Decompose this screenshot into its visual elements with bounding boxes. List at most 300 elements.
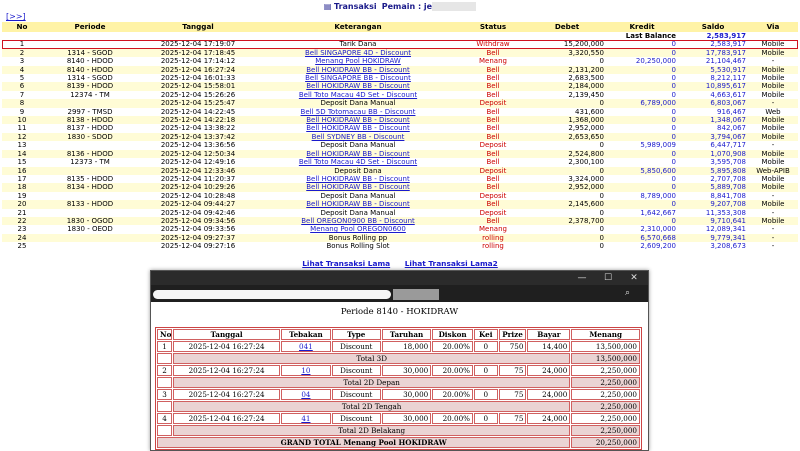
- row-debet: 2,300,100: [528, 158, 606, 166]
- row-keterangan-link[interactable]: Bell HOKIDRAW BB - Discount: [306, 200, 410, 209]
- row-periode: 8140 - HDOD: [42, 57, 138, 65]
- row-keterangan-link[interactable]: Bell HOKIDRAW BB - Discount: [306, 116, 410, 125]
- transaction-row: [2, 74, 798, 82]
- row-kredit: 20,250,000: [606, 57, 678, 65]
- bet-col-header: Diskon: [432, 329, 473, 340]
- row-periode: 8134 - HDOD: [42, 183, 138, 191]
- row-kredit: 2,609,200: [606, 242, 678, 250]
- col-header: Saldo: [678, 22, 748, 32]
- row-keterangan-link[interactable]: Bell SINGAPORE BB - Discount: [305, 74, 411, 83]
- row-status: Bell: [458, 200, 528, 208]
- row-debet: 0: [528, 141, 606, 149]
- transaction-row: [2, 82, 798, 90]
- row-via: Mobile: [748, 49, 798, 57]
- row-periode: 8138 - HDOD: [42, 116, 138, 124]
- bet-tebakan-link[interactable]: 04: [301, 390, 311, 399]
- row-keterangan: Deposit Dana Manual: [258, 209, 458, 217]
- bet-no: 2: [157, 365, 172, 376]
- transaction-row: [2, 167, 798, 175]
- secondary-bar: [151, 287, 648, 302]
- row-status: Menang: [458, 57, 528, 65]
- row-periode: 1830 - OEOD: [42, 225, 138, 233]
- row-kredit: 6,789,000: [606, 99, 678, 107]
- row-kredit: 0: [606, 175, 678, 183]
- row-status: Bell: [458, 217, 528, 225]
- bet-total-value: 2,250,000: [571, 401, 640, 412]
- row-tanggal: 2025-12-04 17:18:45: [138, 49, 258, 57]
- row-kredit: 0: [606, 82, 678, 90]
- row-kredit: 0: [606, 40, 678, 48]
- row-via: Mobile: [748, 150, 798, 158]
- row-status: Bell: [458, 91, 528, 99]
- bet-col-header: Tebakan: [281, 329, 330, 340]
- row-status: Bell: [458, 158, 528, 166]
- player-label: Pemain : je: [381, 2, 433, 11]
- bet-row: [157, 341, 640, 352]
- row-keterangan: [258, 82, 458, 90]
- old-transactions-links: [0, 259, 800, 268]
- bet-total-blank: [157, 353, 172, 364]
- transaction-table: [2, 22, 798, 251]
- row-status: Deposit: [458, 192, 528, 200]
- bet-tanggal: 2025-12-04 16:27:24: [173, 341, 280, 352]
- row-tanggal: 2025-12-04 10:28:48: [138, 192, 258, 200]
- row-via: Mobile: [748, 133, 798, 141]
- row-tanggal: 2025-12-04 12:49:16: [138, 158, 258, 166]
- col-header: Tanggal: [138, 22, 258, 32]
- transaction-row: [2, 66, 798, 74]
- row-kredit: 6,570,668: [606, 234, 678, 242]
- last-balance-value: 2,583,917: [678, 32, 748, 40]
- transaction-row: [2, 209, 798, 217]
- bet-tebakan: [281, 389, 330, 400]
- bet-bayar: 24,000: [527, 365, 570, 376]
- row-saldo: 17,783,917: [678, 49, 748, 57]
- bet-kei: 0: [474, 413, 498, 424]
- row-keterangan: [258, 158, 458, 166]
- row-keterangan-link[interactable]: Bell OREGON0900 BB - Discount: [301, 216, 415, 225]
- row-keterangan-link[interactable]: Bell Toto Macau 4D Set - Discount: [298, 90, 418, 99]
- row-saldo: 9,207,708: [678, 200, 748, 208]
- bet-tebakan: [281, 341, 330, 352]
- bet-detail-table: [155, 327, 642, 450]
- row-tanggal: 2025-12-04 11:20:37: [138, 175, 258, 183]
- row-periode: 12374 - TM: [42, 91, 138, 99]
- row-no: 13: [2, 141, 42, 149]
- row-status: Bell: [458, 133, 528, 141]
- bet-kei: 0: [474, 389, 498, 400]
- bet-total-value: 2,250,000: [571, 425, 640, 436]
- row-status: Deposit: [458, 209, 528, 217]
- row-saldo: 12,089,341: [678, 225, 748, 233]
- row-no: 16: [2, 167, 42, 175]
- row-kredit: 0: [606, 217, 678, 225]
- bet-tebakan-link[interactable]: 41: [301, 414, 311, 423]
- row-via: Mobile: [748, 175, 798, 183]
- col-header: Via: [748, 22, 798, 32]
- row-periode: [42, 209, 138, 217]
- row-via: Mobile: [748, 217, 798, 225]
- row-kredit: 0: [606, 66, 678, 74]
- minimize-button[interactable]: —: [577, 273, 587, 283]
- row-debet: 3,320,550: [528, 49, 606, 57]
- row-kredit: 0: [606, 183, 678, 191]
- row-debet: 1,368,000: [528, 116, 606, 124]
- row-debet: 0: [528, 192, 606, 200]
- bet-total-value: 2,250,000: [571, 377, 640, 388]
- bet-menang: 2,250,000: [571, 365, 640, 376]
- row-saldo: 2,707,708: [678, 175, 748, 183]
- row-keterangan: [258, 124, 458, 132]
- bet-total-label: Total 2D Tengah: [173, 401, 570, 412]
- bet-col-header: Menang: [571, 329, 640, 340]
- row-debet: 0: [528, 225, 606, 233]
- row-keterangan: [258, 74, 458, 82]
- col-header: No: [2, 22, 42, 32]
- zoom-icon[interactable]: ⌕: [625, 288, 631, 298]
- row-debet: 2,378,700: [528, 217, 606, 225]
- row-tanggal: 2025-12-04 14:22:18: [138, 116, 258, 124]
- row-saldo: 842,067: [678, 124, 748, 132]
- row-keterangan: [258, 183, 458, 191]
- row-status: Bell: [458, 82, 528, 90]
- bet-no: 3: [157, 389, 172, 400]
- row-debet: 2,139,450: [528, 91, 606, 99]
- row-tanggal: 2025-12-04 15:25:47: [138, 99, 258, 107]
- grand-total-row: [157, 437, 640, 448]
- row-debet: 2,653,650: [528, 133, 606, 141]
- row-periode: [42, 192, 138, 200]
- bet-menang: 2,250,000: [571, 413, 640, 424]
- row-no: 12: [2, 133, 42, 141]
- row-no: 1: [2, 40, 42, 48]
- bet-taruhan: 30,000: [382, 413, 431, 424]
- row-debet: 0: [528, 234, 606, 242]
- bet-total-label: Total 2D Belakang: [173, 425, 570, 436]
- row-periode: 8135 - HDOD: [42, 175, 138, 183]
- row-saldo: 10,895,617: [678, 82, 748, 90]
- row-via: Web-APIB: [748, 167, 798, 175]
- transaction-header-row: [2, 22, 798, 32]
- bet-col-header: No: [157, 329, 172, 340]
- row-periode: 2997 - TMSD: [42, 108, 138, 116]
- bet-diskon: 20.00%: [432, 365, 473, 376]
- window-titlebar: [151, 271, 648, 285]
- row-periode: [42, 141, 138, 149]
- bet-row: [157, 389, 640, 400]
- row-via: -: [748, 234, 798, 242]
- row-kredit: 0: [606, 133, 678, 141]
- row-periode: [42, 40, 138, 48]
- transaction-row: [2, 217, 798, 225]
- row-saldo: 3,208,673: [678, 242, 748, 250]
- row-saldo: 21,104,467: [678, 57, 748, 65]
- row-no: 24: [2, 234, 42, 242]
- row-tanggal: 2025-12-04 09:44:27: [138, 200, 258, 208]
- bet-col-header: Prize: [499, 329, 527, 340]
- row-keterangan-link[interactable]: Menang Pool OREGON0600: [310, 225, 406, 234]
- row-saldo: 3,794,067: [678, 133, 748, 141]
- row-debet: 2,683,500: [528, 74, 606, 82]
- bet-tanggal: 2025-12-04 16:27:24: [173, 389, 280, 400]
- row-periode: 1314 - SGOD: [42, 49, 138, 57]
- row-no: 14: [2, 150, 42, 158]
- row-tanggal: 2025-12-04 09:27:16: [138, 242, 258, 250]
- row-status: Bell: [458, 108, 528, 116]
- bet-col-header: Tanggal: [173, 329, 280, 340]
- page-title-text: Transaksi: [334, 2, 377, 11]
- row-saldo: 1,070,908: [678, 150, 748, 158]
- transaction-row: [2, 175, 798, 183]
- bet-col-header: Type: [332, 329, 381, 340]
- bet-tebakan: [281, 365, 330, 376]
- row-via: Mobile: [748, 40, 798, 48]
- bet-row: [157, 365, 640, 376]
- row-keterangan-link[interactable]: Bell HOKIDRAW BB - Discount: [306, 149, 410, 158]
- row-no: 22: [2, 217, 42, 225]
- bet-tebakan-link[interactable]: 041: [299, 342, 313, 351]
- row-debet: 431,600: [528, 108, 606, 116]
- row-no: 6: [2, 82, 42, 90]
- row-status: Bell: [458, 183, 528, 191]
- row-no: 7: [2, 91, 42, 99]
- row-debet: 2,145,600: [528, 200, 606, 208]
- row-tanggal: 2025-12-04 17:19:07: [138, 40, 258, 48]
- bet-kei: 0: [474, 365, 498, 376]
- transaction-row: [2, 40, 798, 48]
- redacted-block: [393, 289, 439, 300]
- col-header: Status: [458, 22, 528, 32]
- grand-total-label: GRAND TOTAL Menang Pool HOKIDRAW: [157, 437, 570, 448]
- bet-total-row: [157, 425, 640, 436]
- row-tanggal: 2025-12-04 16:01:33: [138, 74, 258, 82]
- bet-total-blank: [157, 401, 172, 412]
- row-tanggal: 2025-12-04 09:34:56: [138, 217, 258, 225]
- bet-bayar: 14,400: [527, 341, 570, 352]
- row-no: 2: [2, 49, 42, 57]
- bet-prize: 75: [499, 365, 527, 376]
- row-keterangan: Deposit Dana Manual: [258, 99, 458, 107]
- row-saldo: 3,595,708: [678, 158, 748, 166]
- row-via: Mobile: [748, 66, 798, 74]
- bet-col-header: Taruhan: [382, 329, 431, 340]
- bet-diskon: 20.00%: [432, 389, 473, 400]
- row-periode: 8140 - HDOD: [42, 66, 138, 74]
- row-no: 4: [2, 66, 42, 74]
- row-via: Mobile: [748, 124, 798, 132]
- row-keterangan: [258, 57, 458, 65]
- bet-total-blank: [157, 425, 172, 436]
- row-debet: 0: [528, 57, 606, 65]
- row-debet: 15,200,000: [528, 40, 606, 48]
- row-keterangan: [258, 133, 458, 141]
- row-tanggal: 2025-12-04 15:26:26: [138, 91, 258, 99]
- row-status: Withdraw: [458, 40, 528, 48]
- row-no: 18: [2, 183, 42, 191]
- transaction-row: [2, 158, 798, 166]
- row-keterangan-link[interactable]: Bell SINGAPORE 4D - Discount: [305, 48, 411, 57]
- close-button[interactable]: ✕: [630, 273, 638, 283]
- old-transactions-link-2[interactable]: Lihat Transaksi Lama2: [404, 259, 498, 268]
- row-kredit: 0: [606, 116, 678, 124]
- row-keterangan-link[interactable]: Bell HOKIDRAW BB - Discount: [306, 82, 410, 91]
- bet-tanggal: 2025-12-04 16:27:24: [173, 365, 280, 376]
- transaction-row: [2, 99, 798, 107]
- transaction-row: [2, 234, 798, 242]
- row-debet: 2,524,800: [528, 150, 606, 158]
- row-debet: 2,952,000: [528, 183, 606, 191]
- transaction-row: [2, 57, 798, 65]
- row-keterangan: Deposit Dana Manual: [258, 192, 458, 200]
- bet-prize: 75: [499, 413, 527, 424]
- col-header: Periode: [42, 22, 138, 32]
- row-debet: 0: [528, 167, 606, 175]
- row-status: Bell: [458, 66, 528, 74]
- row-status: Deposit: [458, 167, 528, 175]
- row-keterangan: [258, 150, 458, 158]
- row-tanggal: 2025-12-04 09:42:46: [138, 209, 258, 217]
- row-kredit: 5,989,009: [606, 141, 678, 149]
- row-status: Bell: [458, 175, 528, 183]
- row-keterangan: [258, 175, 458, 183]
- row-via: -: [748, 192, 798, 200]
- back-link[interactable]: [>>]: [6, 12, 26, 21]
- bet-menang: 2,250,000: [571, 389, 640, 400]
- row-no: 9: [2, 108, 42, 116]
- row-status: Menang: [458, 225, 528, 233]
- bet-type: Discount: [332, 365, 381, 376]
- period-detail-window: [150, 270, 649, 451]
- row-keterangan-link[interactable]: Bell HOKIDRAW BB - Discount: [306, 124, 410, 133]
- row-no: 20: [2, 200, 42, 208]
- row-saldo: 6,803,067: [678, 99, 748, 107]
- transaction-row: [2, 49, 798, 57]
- row-keterangan: [258, 49, 458, 57]
- row-debet: 0: [528, 209, 606, 217]
- bet-taruhan: 18,000: [382, 341, 431, 352]
- row-via: -: [748, 99, 798, 107]
- bet-no: 4: [157, 413, 172, 424]
- row-saldo: 2,583,917: [678, 40, 748, 48]
- row-debet: 0: [528, 242, 606, 250]
- row-tanggal: 2025-12-04 14:22:45: [138, 108, 258, 116]
- bet-tebakan-link[interactable]: 10: [301, 366, 311, 375]
- redacted-url-line: [153, 290, 391, 299]
- row-keterangan-link[interactable]: Bell HOKIDRAW BB - Discount: [306, 183, 410, 192]
- row-no: 5: [2, 74, 42, 82]
- row-via: Mobile: [748, 74, 798, 82]
- row-status: Bell: [458, 74, 528, 82]
- row-keterangan-link[interactable]: Bell Toto Macau 4D Set - Discount: [298, 158, 418, 167]
- row-keterangan-link[interactable]: Menang Pool HOKIDRAW: [315, 57, 401, 66]
- row-tanggal: 2025-12-04 09:33:56: [138, 225, 258, 233]
- col-header: Kredit: [606, 22, 678, 32]
- row-saldo: 6,447,717: [678, 141, 748, 149]
- row-periode: 8133 - HDOD: [42, 200, 138, 208]
- bet-total-row: [157, 401, 640, 412]
- row-keterangan: Bonus Rolling Slot: [258, 242, 458, 250]
- row-kredit: 1,642,667: [606, 209, 678, 217]
- row-periode: [42, 99, 138, 107]
- row-periode: 8136 - HDOD: [42, 150, 138, 158]
- row-via: -: [748, 57, 798, 65]
- transaction-row: [2, 116, 798, 124]
- row-saldo: 5,889,708: [678, 183, 748, 191]
- row-periode: [42, 167, 138, 175]
- row-keterangan: [258, 91, 458, 99]
- row-no: 25: [2, 242, 42, 250]
- row-tanggal: 2025-12-04 13:36:56: [138, 141, 258, 149]
- row-saldo: 9,779,341: [678, 234, 748, 242]
- row-tanggal: 2025-12-04 13:38:22: [138, 124, 258, 132]
- row-saldo: 5,530,917: [678, 66, 748, 74]
- transaction-row: [2, 124, 798, 132]
- grand-total-value: 20,250,000: [571, 437, 640, 448]
- row-saldo: 1,348,067: [678, 116, 748, 124]
- row-via: -: [748, 141, 798, 149]
- row-debet: 2,952,000: [528, 124, 606, 132]
- row-keterangan: [258, 116, 458, 124]
- row-via: Mobile: [748, 116, 798, 124]
- row-keterangan-link[interactable]: Bell 5D Totomacau BB - Discount: [300, 107, 416, 116]
- bet-row: [157, 413, 640, 424]
- bet-total-row: [157, 353, 640, 364]
- bet-header-row: [157, 329, 640, 340]
- transaction-row: [2, 192, 798, 200]
- row-tanggal: 2025-12-04 12:50:34: [138, 150, 258, 158]
- row-kredit: 8,789,000: [606, 192, 678, 200]
- row-kredit: 0: [606, 49, 678, 57]
- maximize-button[interactable]: ☐: [603, 273, 613, 283]
- row-no: 3: [2, 57, 42, 65]
- row-keterangan: [258, 217, 458, 225]
- bet-type: Discount: [332, 389, 381, 400]
- row-saldo: 4,663,617: [678, 91, 748, 99]
- row-tanggal: 2025-12-04 13:37:42: [138, 133, 258, 141]
- last-balance-row: [2, 32, 798, 40]
- row-keterangan-link[interactable]: Bell HOKIDRAW BB - Discount: [306, 65, 410, 74]
- bet-taruhan: 30,000: [382, 389, 431, 400]
- row-via: Mobile: [748, 183, 798, 191]
- row-status: Deposit: [458, 99, 528, 107]
- bet-total-row: [157, 377, 640, 388]
- bet-tanggal: 2025-12-04 16:27:24: [173, 413, 280, 424]
- row-status: Bell: [458, 49, 528, 57]
- row-tanggal: 2025-12-04 15:58:01: [138, 82, 258, 90]
- row-saldo: 8,841,708: [678, 192, 748, 200]
- row-keterangan-link[interactable]: Bell HOKIDRAW BB - Discount: [306, 174, 410, 183]
- row-via: -: [748, 242, 798, 250]
- transaction-row: [2, 150, 798, 158]
- row-via: Mobile: [748, 82, 798, 90]
- transaction-row: [2, 183, 798, 191]
- bet-menang: 13,500,000: [571, 341, 640, 352]
- row-via: -: [748, 225, 798, 233]
- bet-total-label: Total 2D Depan: [173, 377, 570, 388]
- row-no: 15: [2, 158, 42, 166]
- row-keterangan-link[interactable]: Bell SYDNEY BB - Discount: [311, 132, 405, 141]
- row-saldo: 9,710,641: [678, 217, 748, 225]
- row-no: 11: [2, 124, 42, 132]
- old-transactions-link[interactable]: Lihat Transaksi Lama: [302, 259, 391, 268]
- row-kredit: 0: [606, 124, 678, 132]
- row-keterangan: Bonus Rolling pp: [258, 234, 458, 242]
- bet-prize: 75: [499, 389, 527, 400]
- row-via: Mobile: [748, 158, 798, 166]
- row-debet: 0: [528, 99, 606, 107]
- row-periode: [42, 242, 138, 250]
- bet-total-blank: [157, 377, 172, 388]
